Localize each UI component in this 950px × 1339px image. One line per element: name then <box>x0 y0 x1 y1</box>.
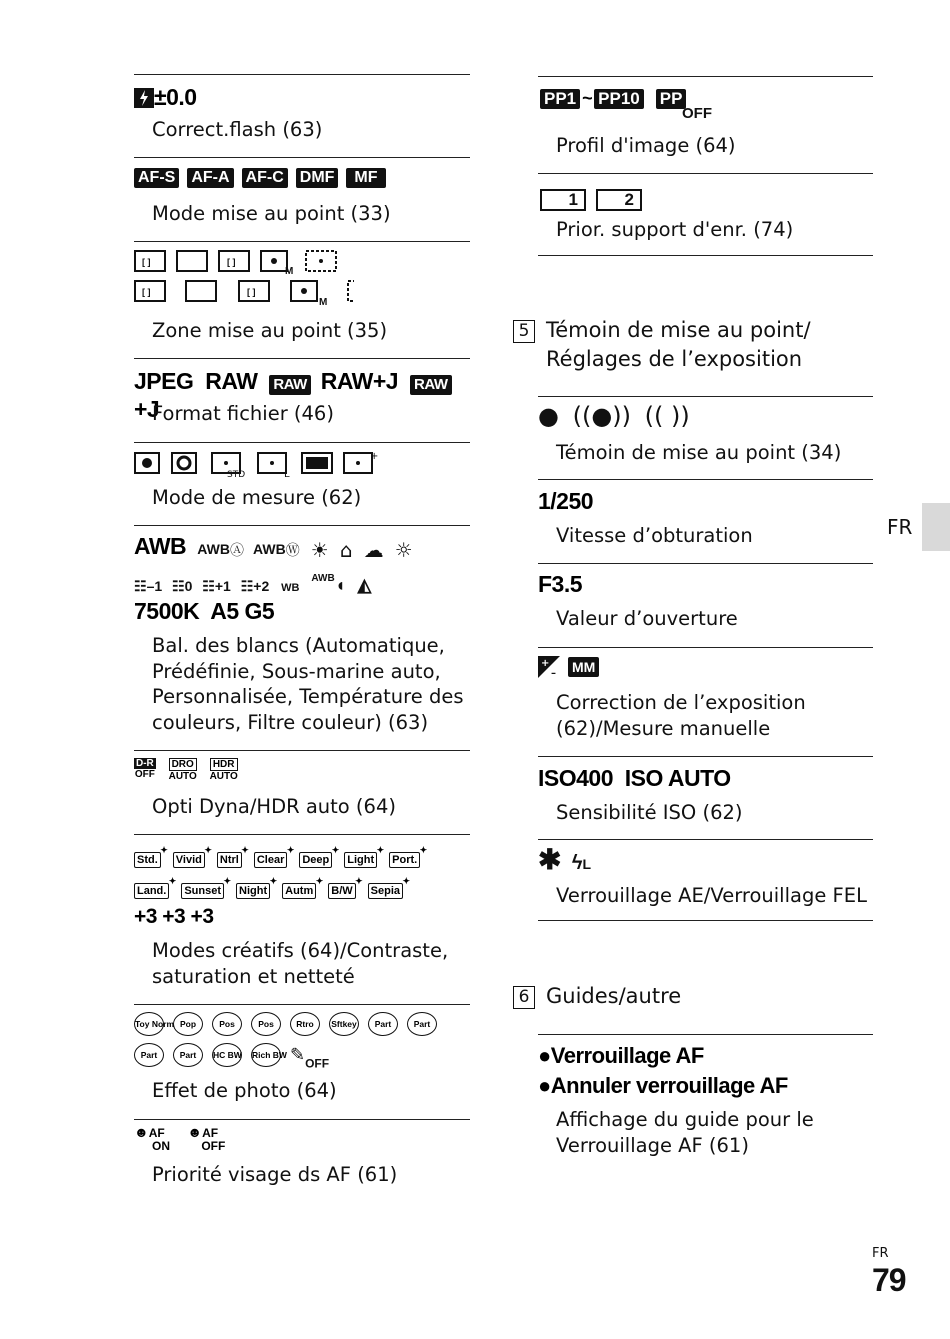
iso-value: ISO400 ISO AUTO <box>538 765 731 791</box>
wb-flash-label: WB <box>281 582 300 594</box>
dro-auto-top: DRO <box>169 758 197 771</box>
picture-effect-desc: Effet de photo (64) <box>152 1079 337 1102</box>
creative-night: Night ✦ <box>236 883 270 899</box>
af-lock-titles <box>538 1041 788 1101</box>
incandescent-icon: ☼ <box>394 537 413 562</box>
creative-desc-line: Modes créatifs (64)/Contraste, <box>152 939 449 962</box>
creative-row-1 <box>134 848 432 868</box>
af-c-badge: AF-C <box>242 168 288 188</box>
divider <box>134 358 470 359</box>
svg-text:M: M <box>285 266 294 277</box>
creative-row-2 <box>134 879 415 899</box>
svg-text:–: – <box>551 668 556 678</box>
section-6-number: 6 <box>513 986 535 1009</box>
bullet-icon: ● <box>538 1073 551 1098</box>
focus-mode-desc: Mode mise au point (33) <box>152 202 391 225</box>
iso-desc: Sensibilité ISO (62) <box>556 801 743 824</box>
dro-auto-bottom: AUTO <box>168 771 197 782</box>
hdr-auto-bottom: AUTO <box>209 771 238 782</box>
divider <box>538 173 873 174</box>
creative-desc <box>152 938 448 989</box>
aperture-value: F3.5 <box>538 571 583 597</box>
media-priority-row <box>540 189 642 211</box>
creative-ntrl: Ntrl ✦ <box>217 852 242 868</box>
effect-pos-color: Pos <box>212 1012 242 1036</box>
af-s-badge: AF-S <box>134 168 179 188</box>
focus-area-icon-set <box>134 249 354 309</box>
shade-icon: ⌂ <box>339 537 353 562</box>
fluor-warm-value: –1 <box>146 578 163 594</box>
focus-tracking-icon: (( )) <box>644 402 690 430</box>
af-lock-desc-line: Affichage du guide pour le <box>556 1108 814 1131</box>
exposure-desc-line: Correction de l’exposition <box>556 691 806 714</box>
af-lock-line: Verrouillage AF <box>550 1043 704 1068</box>
svg-text:STD: STD <box>227 470 246 478</box>
creative-deep: Deep ✦ <box>299 852 332 868</box>
face-priority-icons <box>134 1126 225 1153</box>
page-number: 79 <box>872 1262 906 1298</box>
focus-indicator-desc: Témoin de mise au point (34) <box>556 441 842 464</box>
af-a-badge: AF-A <box>187 168 233 188</box>
face-icon: ☻ <box>134 1124 149 1140</box>
exposure-desc-line: (62)/Mesure manuelle <box>556 716 771 740</box>
awb-white-label: AWB <box>253 541 286 557</box>
file-format-desc: Format fichier (46) <box>152 402 334 425</box>
side-tab <box>922 503 950 551</box>
fluor-cool-value: 0 <box>184 578 193 594</box>
divider <box>538 479 873 480</box>
section-6-title: Guides/autre <box>546 984 682 1008</box>
svg-text:M: M <box>319 297 328 308</box>
creative-sunset: Sunset ✦ <box>181 883 224 899</box>
pp10-badge: PP10 <box>594 89 644 109</box>
fluor-daylight-value: +2 <box>253 578 270 594</box>
dmf-badge: DMF <box>296 168 339 188</box>
divider <box>538 920 873 921</box>
plus-j-label: +J <box>134 396 160 422</box>
svg-text:[ ]: [ ] <box>227 257 236 267</box>
wb-desc-line: Bal. des blancs (Automatique, <box>152 634 445 657</box>
svg-text:+: + <box>541 658 550 669</box>
picture-effect-row-1 <box>134 1012 437 1036</box>
metered-manual-icon: MM <box>568 657 599 677</box>
divider <box>134 525 470 526</box>
effect-retro: Rtro <box>290 1012 320 1036</box>
pp1-badge: PP1 <box>540 89 580 109</box>
media-slot-1-icon: 1 <box>540 189 586 211</box>
creative-clear: Clear ✦ <box>254 852 288 868</box>
effect-pop: Pop <box>173 1012 203 1036</box>
effect-pos-bw: Pos <box>251 1012 281 1036</box>
section-5-title <box>546 316 811 374</box>
jpeg-label: JPEG <box>134 368 194 394</box>
creative-land: Land. ✦ <box>134 883 169 899</box>
daylight-icon: ☀ <box>310 537 329 562</box>
creative-bw: B/W ✦ <box>328 883 355 899</box>
af-unlock-line: Annuler verrouillage AF <box>550 1073 788 1098</box>
custom-wb-icon: ◭ <box>357 575 372 595</box>
face-priority-desc: Priorité visage ds AF (61) <box>152 1163 398 1186</box>
focus-indicator-row <box>538 402 690 430</box>
flash-comp-value: ±0.0 <box>154 84 197 110</box>
wb-row-2 <box>134 566 470 595</box>
section-5-title-line: Témoin de mise au point/ <box>546 318 811 342</box>
fluor-icon: ☷ <box>134 578 147 594</box>
wb-temp-values: 7500K A5 G5 <box>134 598 275 624</box>
awb-auto-icon: Ⓐ <box>229 542 244 559</box>
svg-text:L: L <box>284 469 290 478</box>
metering-desc: Mode de mesure (62) <box>152 486 362 509</box>
flash-comp-icon <box>134 88 154 108</box>
creative-sepia: Sepia ✦ <box>368 883 403 899</box>
pp-off-label: OFF <box>682 105 712 122</box>
fluor-day-white-value: +1 <box>214 578 231 594</box>
focus-mode-badges <box>134 167 394 188</box>
divider <box>134 1119 470 1120</box>
mf-badge: MF <box>346 168 385 188</box>
raw-icon-2: RAW <box>410 375 452 395</box>
effect-part-y: Part <box>173 1043 203 1067</box>
face-af-on-bottom: ON <box>152 1139 170 1153</box>
effect-part-r: Part <box>368 1012 398 1036</box>
af-lock-desc <box>556 1107 814 1158</box>
effect-rich-bw: Rich BW <box>251 1043 281 1067</box>
exposure-row <box>538 656 607 678</box>
metering-icons <box>134 450 384 482</box>
face-af-on-top: AF <box>148 1126 165 1140</box>
effect-hc-bw: HC BW <box>212 1043 242 1067</box>
dro-icons <box>134 758 238 782</box>
divider <box>134 74 470 75</box>
shutter-value: 1/250 <box>538 488 594 514</box>
awb-white-icon: Ⓦ <box>285 542 300 559</box>
raw-label: RAW <box>205 368 258 394</box>
shutter-desc: Vitesse d’obturation <box>556 524 753 547</box>
wb-desc-line: Personnalisée, Température des <box>152 685 464 708</box>
awb-underwater-label: AWB <box>311 573 335 584</box>
bullet-icon: ● <box>538 1043 551 1068</box>
focus-locked-icon: ● <box>538 402 559 430</box>
face-af-off-bottom: OFF <box>201 1139 226 1153</box>
footer-language: FR <box>872 1246 889 1261</box>
metering-icon-set <box>134 450 384 478</box>
divider <box>134 1004 470 1005</box>
hdr-auto-top: HDR <box>210 758 238 771</box>
svg-text:[ ]: [ ] <box>142 257 151 267</box>
pp-off-badge: PP <box>656 89 687 109</box>
fluor-icon: ☷ <box>240 578 254 594</box>
picture-profile-desc: Profil d'image (64) <box>556 134 736 157</box>
ae-lock-star-icon: ✱ <box>538 844 562 875</box>
effect-toy: Toy Norm <box>134 1012 164 1036</box>
effect-off-label: OFF <box>305 1056 330 1071</box>
awb-auto-label: AWB <box>197 541 230 557</box>
divider <box>134 157 470 158</box>
wb-desc-line: couleurs, Filtre couleur) (63) <box>152 710 429 734</box>
effect-soft-key: Sftkey <box>329 1012 359 1036</box>
ae-lock-desc: Verrouillage AE/Verrouillage FEL <box>556 884 867 907</box>
dro-desc: Opti Dyna/HDR auto (64) <box>152 795 396 818</box>
divider <box>134 750 470 751</box>
awb-label: AWB <box>134 533 187 559</box>
svg-text:[ ]: [ ] <box>247 287 256 297</box>
exposure-desc <box>556 690 806 741</box>
media-slot-2-icon: 2 <box>596 189 642 211</box>
picture-effect-row-2 <box>134 1043 329 1071</box>
ae-lock-row <box>538 845 591 875</box>
divider <box>134 442 470 443</box>
divider <box>134 834 470 835</box>
divider <box>538 1034 873 1035</box>
face-icon: ☻ <box>187 1124 203 1140</box>
focus-area-icons <box>134 249 354 313</box>
divider <box>134 241 470 242</box>
picture-profile-row <box>540 88 712 122</box>
cloudy-icon: ☁ <box>363 537 384 562</box>
divider <box>538 76 873 77</box>
creative-autm: Autm ✦ <box>282 883 316 899</box>
svg-text:[ ]: [ ] <box>142 287 151 297</box>
exposure-comp-icon <box>538 656 560 678</box>
face-af-off-top: AF <box>202 1126 219 1140</box>
fluor-icon: ☷ <box>172 578 185 594</box>
effect-part-g: Part <box>407 1012 437 1036</box>
underwater-fish-icon: ◖ <box>334 575 346 595</box>
aperture-desc: Valeur d’ouverture <box>556 607 738 630</box>
creative-port: Port. ✦ <box>389 852 420 868</box>
creative-vivid: Vivid ✦ <box>173 852 205 868</box>
raw-j-label: RAW+J <box>320 368 399 394</box>
divider <box>538 396 873 397</box>
side-language-label: FR <box>887 515 913 539</box>
creative-desc-line: saturation et netteté <box>152 964 355 988</box>
divider <box>538 756 873 757</box>
fluor-icon: ☷ <box>202 578 215 594</box>
raw-icon: RAW <box>269 375 311 395</box>
media-priority-desc: Prior. support d'enr. (74) <box>556 218 794 241</box>
wb-desc-line: Prédéfinie, Sous-marine auto, <box>152 659 441 683</box>
effect-part-b: Part <box>134 1043 164 1067</box>
af-lock-desc-line: Verrouillage AF (61) <box>556 1133 749 1157</box>
flash-comp-row <box>134 84 197 110</box>
divider <box>538 839 873 840</box>
creative-std: Std. ✦ <box>134 852 161 868</box>
focus-area-desc: Zone mise au point (35) <box>152 319 388 342</box>
divider <box>538 563 873 564</box>
divider <box>538 647 873 648</box>
pp-tilde: ~ <box>582 88 593 108</box>
flash-lock-icon: ϟ <box>571 852 583 874</box>
wb-row-1 <box>134 533 470 561</box>
flash-lock-label: L <box>582 856 592 872</box>
focus-continuous-icon: ((●)) <box>572 402 631 430</box>
divider <box>538 255 873 256</box>
flash-comp-desc: Correct.flash (63) <box>152 118 323 141</box>
creative-values: +3 +3 +3 <box>134 905 214 928</box>
svg-text:+: + <box>370 451 379 462</box>
effect-off-brush-icon: ✎ <box>290 1044 306 1066</box>
dro-off-bottom: OFF <box>134 769 155 780</box>
creative-light: Light ✦ <box>344 852 377 868</box>
wb-desc <box>152 633 463 735</box>
dro-off-top: D-R <box>136 758 154 769</box>
section-5-number: 5 <box>513 320 535 343</box>
section-5-title-line: Réglages de l’exposition <box>546 347 803 371</box>
